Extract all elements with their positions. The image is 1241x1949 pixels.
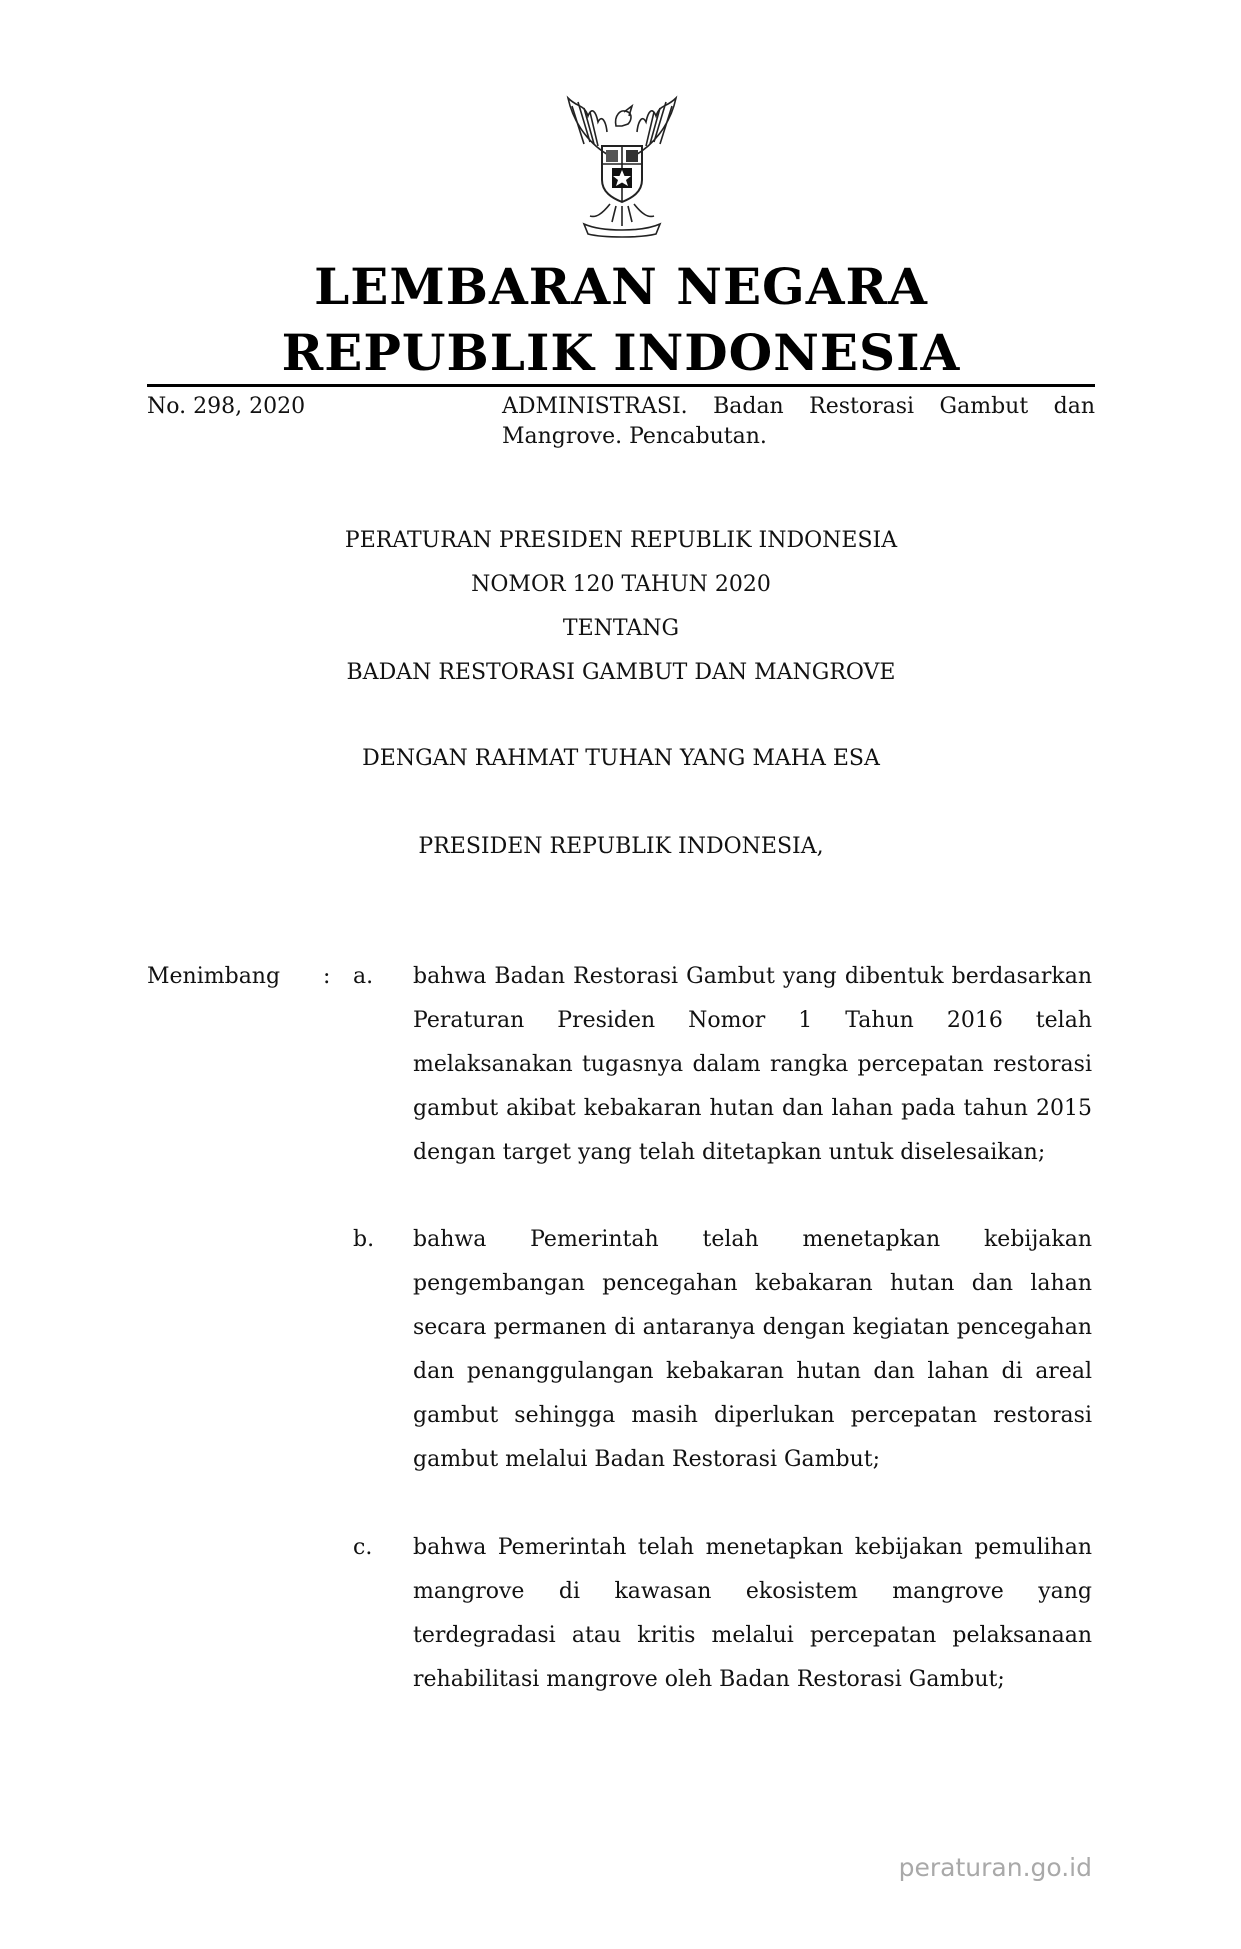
list-item-letter: b.: [353, 1227, 375, 1252]
regulation-about: BADAN RESTORASI GAMBUT DAN MANGROVE: [346, 660, 896, 685]
regulation-type: PERATURAN PRESIDEN REPUBLIK INDONESIA: [344, 528, 898, 553]
regulation-number: NOMOR 120 TAHUN 2020: [471, 572, 771, 597]
list-item: bahwa Badan Restorasi Gambut yang dibentuk berdasarkan Peraturan Presiden Nomor 1 Tahun 2016 telah melaksanakan tugasnya dalam rangka percepatan restorasi gambut akibat kebakaran hutan dan lahan pada tahun 2015 dengan target yang telah ditetapkan untuk diselesaikan;: [413, 964, 1092, 1165]
garuda-pancasila-emblem-icon: [532, 86, 712, 242]
regulation-about-label: TENTANG: [562, 616, 680, 641]
gazette-title-line1: LEMBARAN NEGARA: [314, 257, 928, 316]
gazette-number: No. 298, 2020: [147, 394, 306, 419]
list-item: bahwa Pemerintah telah menetapkan kebijakan pengembangan pencegahan kebakaran hutan dan lahan secara permanen di antaranya dengan kegiatan pencegahan dan penanggulangan kebakaran hutan dan lahan di areal gambut sehingga masih diperlukan percepatan restorasi gambut melalui Badan Restorasi Gambut;: [413, 1227, 1092, 1472]
source-watermark: peraturan.go.id: [898, 1853, 1092, 1882]
invocation: DENGAN RAHMAT TUHAN YANG MAHA ESA: [362, 746, 880, 771]
menimbang-colon: :: [323, 964, 331, 989]
header-divider: [147, 384, 1095, 387]
issuer: PRESIDEN REPUBLIK INDONESIA,: [418, 834, 824, 859]
gazette-subject: ADMINISTRASI. Badan Restorasi Gambut dan Mangrove. Pencabutan.: [502, 394, 1095, 449]
gazette-title-line2: REPUBLIK INDONESIA: [281, 323, 961, 382]
list-item-letter: a.: [353, 964, 374, 989]
list-item: bahwa Pemerintah telah menetapkan kebijakan pemulihan mangrove di kawasan ekosistem mangrove yang terdegradasi atau kritis melalui percepatan pelaksanaan rehabilitasi mangrove oleh Badan Restorasi Gambut;: [413, 1535, 1092, 1692]
list-item-letter: c.: [353, 1535, 373, 1560]
menimbang-label: Menimbang: [147, 964, 281, 989]
